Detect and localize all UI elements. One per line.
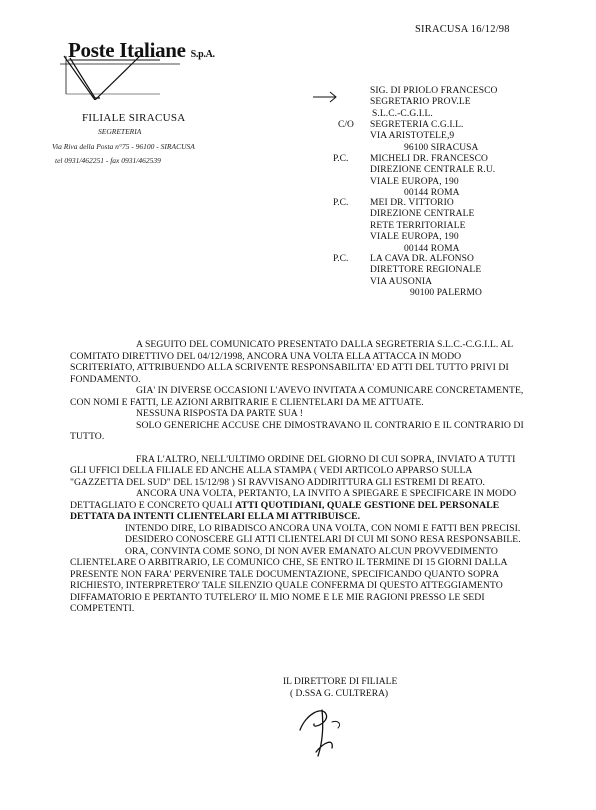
- recipient-line: VIA AUSONIA: [370, 276, 433, 287]
- pc-label: P.C.: [333, 254, 349, 264]
- body-text: ANCORA UNA VOLTA, PERTANTO, LA INVITO A SPIEGARE E SPECIFICARE IN MODO DETTAGLIATO E CONCRETO QUALI: [70, 488, 517, 511]
- pc-label: P.C.: [333, 154, 349, 164]
- letter-body: [70, 339, 528, 615]
- recipient-main: [370, 86, 498, 120]
- body-paragraph: [70, 488, 528, 523]
- recipient-line: VIALE EUROPA, 190: [370, 232, 459, 243]
- body-paragraph: INTENDO DIRE, LO RIBADISCO ANCORA UNA VOLTA, CON NOMI E FATTI BEN PRECISI.: [125, 522, 521, 534]
- branch-name: FILIALE SIRACUSA: [82, 112, 186, 124]
- pc-label: P.C.: [333, 198, 349, 208]
- logo-wordmark: [68, 38, 215, 63]
- recipient-pc-1: [370, 154, 495, 200]
- recipient-line: DIREZIONE CENTRALE: [370, 209, 475, 220]
- body-paragraph: ORA, CONVINTA COME SONO, DI NON AVER EMANATO ALCUN PROVVEDIMENTO CLIENTELARE O ARBITRARIO, LE COMUNICO CHE, SE ENTRO IL TERMINE DI 15 GIORNI DALLA PRESENTE NON FARA' PERVENIRE TALE DOCUMENTAZIONE, SPECIFICANDO QUANTO SOPRA RICHIESTO, INTERPRETERO' TALE SILENZIO QUALE CONFERMA DI QUESTO ATTEGGIAMENTO DIFFAMATORIO E PERTANTO TUTELERO' IL MIO NOME E LE MIE RAGIONI PRESSO LE SEDI COMPETENTI.: [70, 545, 507, 614]
- logo-name: Poste Italiane: [68, 38, 186, 62]
- signature-name: ( D.SSA G. CULTRERA): [290, 689, 389, 699]
- recipient-pc-3: [370, 254, 482, 300]
- recipient-line: MEI DR. VITTORIO: [370, 198, 454, 208]
- body-paragraph: A SEGUITO DEL COMUNICATO PRESENTATO DALLA SEGRETERIA S.L.C.-C.G.I.L. AL COMITATO DIRETTIVO DEL 04/12/1998, ANCORA UNA VOLTA ELLA ATTACCA IN MODO SCRITERIATO, ATTRIBUENDO ALLA SCRIVENTE RESPONSABILITA' ED ATTI DEL TUTTO PRIVI DI FONDAMENTO.: [70, 339, 513, 385]
- logo-suffix: S.p.A.: [190, 49, 215, 60]
- department-label: SEGRETERIA: [98, 127, 142, 136]
- letter-date: SIRACUSA 16/12/98: [415, 24, 510, 35]
- recipient-line: RETE TERRITORIALE: [370, 220, 466, 231]
- body-paragraph: GIA' IN DIVERSE OCCASIONI L'AVEVO INVITATA A COMUNICARE CONCRETAMENTE, CON NOMI E FATTI, LE AZIONI ARBITRARIE E CLIENTELARI DA ME ATTUATE.: [70, 385, 524, 408]
- recipient-line: MICHELI DR. FRANCESCO: [370, 154, 488, 164]
- handwritten-signature-icon: [292, 700, 362, 760]
- recipient-line: 00144 ROMA: [404, 243, 460, 254]
- recipient-line: SIG. DI PRIOLO FRANCESCO: [370, 86, 498, 96]
- branch-phone-fax: tel 0931/462251 - fax 0931/462539: [55, 156, 161, 165]
- body-paragraph: SOLO GENERICHE ACCUSE CHE DIMOSTRAVANO IL CONTRARIO E IL CONTRARIO DI TUTTO.: [70, 419, 524, 442]
- body-paragraph: DESIDERO CONOSCERE GLI ATTI CLIENTELARI DI CUI MI SONO RESA RESPONSABILE.: [125, 534, 521, 545]
- signature-title: IL DIRETTORE DI FILIALE: [283, 677, 398, 687]
- recipient-line: VIALE EUROPA, 190: [370, 176, 459, 187]
- recipient-line: DIRETTORE REGIONALE: [370, 265, 482, 276]
- recipient-line: DIREZIONE CENTRALE R.U.: [370, 165, 496, 176]
- body-paragraph: NESSUNA RISPOSTA DA PARTE SUA !: [136, 408, 303, 419]
- recipient-line: 96100 SIRACUSA: [404, 142, 479, 153]
- recipient-co: [370, 120, 479, 154]
- recipient-line: VIA ARISTOTELE,9: [370, 131, 455, 142]
- recipient-line: 00144 ROMA: [404, 188, 460, 199]
- co-label: C/O: [338, 120, 354, 130]
- recipient-line: LA CAVA DR. ALFONSO: [370, 254, 474, 264]
- arrow-right-icon: [312, 91, 338, 103]
- recipient-line: SEGRETERIA C.G.I.L.: [370, 120, 464, 130]
- branch-address: Via Riva della Posta n°75 - 96100 - SIRACUSA: [52, 142, 195, 151]
- recipient-pc-2: [370, 198, 474, 255]
- body-emphasis: ATTI QUOTIDIANI, QUALE GESTIONE DEL PERSONALE DETTATA DA INTENTI CLIENTELARI ELLA MI ATTRIBUISCE.: [70, 499, 500, 522]
- recipient-line: 90100 PALERMO: [410, 288, 482, 299]
- recipient-line: S.L.C.-C.G.I.L.: [372, 108, 433, 119]
- recipient-line: SEGRETARIO PROV.LE: [370, 97, 471, 108]
- body-paragraph: FRA L'ALTRO, NELL'ULTIMO ORDINE DEL GIORNO DI CUI SOPRA, INVIATO A TUTTI GLI UFFICI DELLA FILIALE ED ANCHE ALLA STAMPA ( VEDI ARTICOLO APPARSO SULLA "GAZZETTA DEL SUD" DEL 15/12/98 ) SI RAVVISANO ADDIRITTURA GLI ESTREMI DI REATO.: [70, 453, 516, 488]
